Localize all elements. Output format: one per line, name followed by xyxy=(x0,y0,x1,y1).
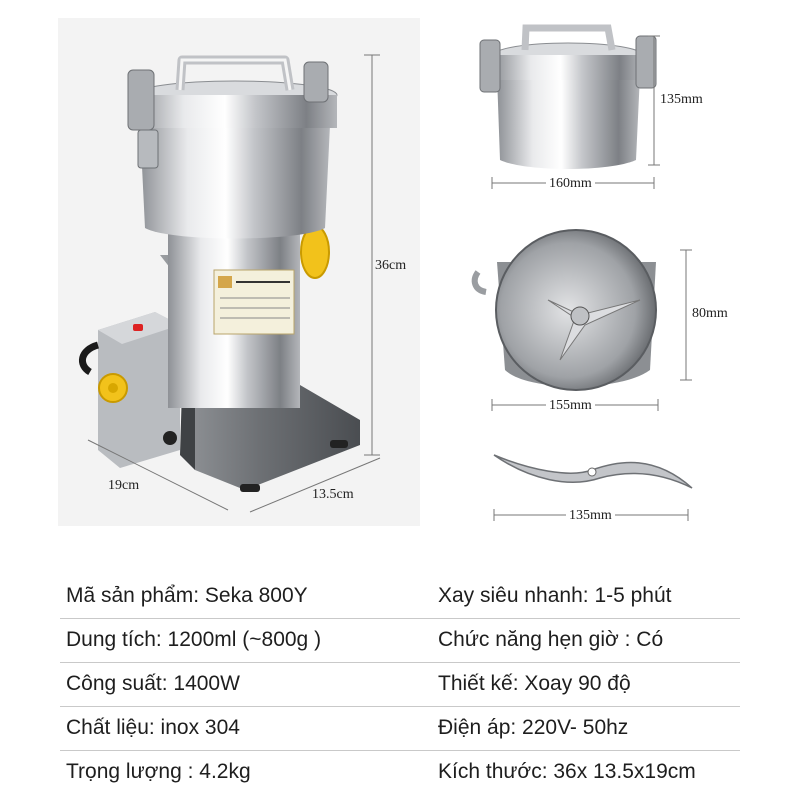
blade-nut xyxy=(571,307,589,325)
spec-right-text: Điện áp: 220V- 50hz xyxy=(438,716,629,739)
grinding-bowl xyxy=(140,125,330,239)
lid-detail-body xyxy=(497,75,640,169)
bowl-diameter-label: 155mm xyxy=(546,398,595,414)
spec-right-text: Chức năng hẹn giờ : Có xyxy=(438,628,664,651)
left-clamp xyxy=(128,70,154,130)
lid-height-label: 135mm xyxy=(660,92,703,107)
blade-detail xyxy=(494,455,692,488)
sticker-logo xyxy=(218,276,232,288)
lock-knob xyxy=(301,226,329,278)
lid-diameter-label: 160mm xyxy=(546,176,595,192)
spec-right-text: Thiết kế: Xoay 90 độ xyxy=(438,672,631,695)
spec-left-text: Trọng lượng : 4.2kg xyxy=(66,760,251,783)
timer-knob-center xyxy=(108,383,118,393)
spec-row xyxy=(60,574,740,619)
clamp-latch xyxy=(138,130,158,168)
lid-detail-clamp-left xyxy=(480,40,500,92)
right-clamp xyxy=(304,62,328,102)
bowl-hook xyxy=(475,272,486,292)
depth-dimension-label: 19cm xyxy=(108,478,140,493)
bowl-height-dimension-line xyxy=(680,250,692,380)
lid-detail-clamp-right xyxy=(636,36,656,88)
height-dimension-label: 36cm xyxy=(375,258,407,273)
blade-hole xyxy=(588,468,596,476)
spec-row xyxy=(60,750,740,794)
power-switch xyxy=(163,431,177,445)
spec-left-text: Mã sản phẩm: Seka 800Y xyxy=(66,584,308,607)
machine-foot xyxy=(330,440,348,448)
spec-left-text: Chất liệu: inox 304 xyxy=(66,716,240,739)
bowl-detail xyxy=(475,230,656,390)
spec-right-text: Kích thước: 36x 13.5x19cm xyxy=(438,760,696,783)
power-cable xyxy=(82,345,98,372)
width-dimension-label: 13.5cm xyxy=(312,487,354,502)
machine-foot xyxy=(240,484,260,492)
lid-detail-rim xyxy=(494,55,642,80)
spec-left-text: Dung tích: 1200ml (~800g ) xyxy=(66,628,322,651)
height-dimension-line xyxy=(364,55,380,455)
lid-detail xyxy=(480,28,656,169)
power-indicator-light xyxy=(133,324,143,331)
spec-row xyxy=(60,706,740,751)
grinder-machine xyxy=(82,60,360,492)
spec-table xyxy=(0,568,800,800)
spec-row xyxy=(60,618,740,663)
bowl-height-label: 80mm xyxy=(692,306,728,321)
blade-length-label: 135mm xyxy=(566,508,615,524)
spec-right-text: Xay siêu nhanh: 1-5 phút xyxy=(438,584,672,607)
spec-left-text: Công suất: 1400W xyxy=(66,672,240,695)
spec-row xyxy=(60,662,740,707)
